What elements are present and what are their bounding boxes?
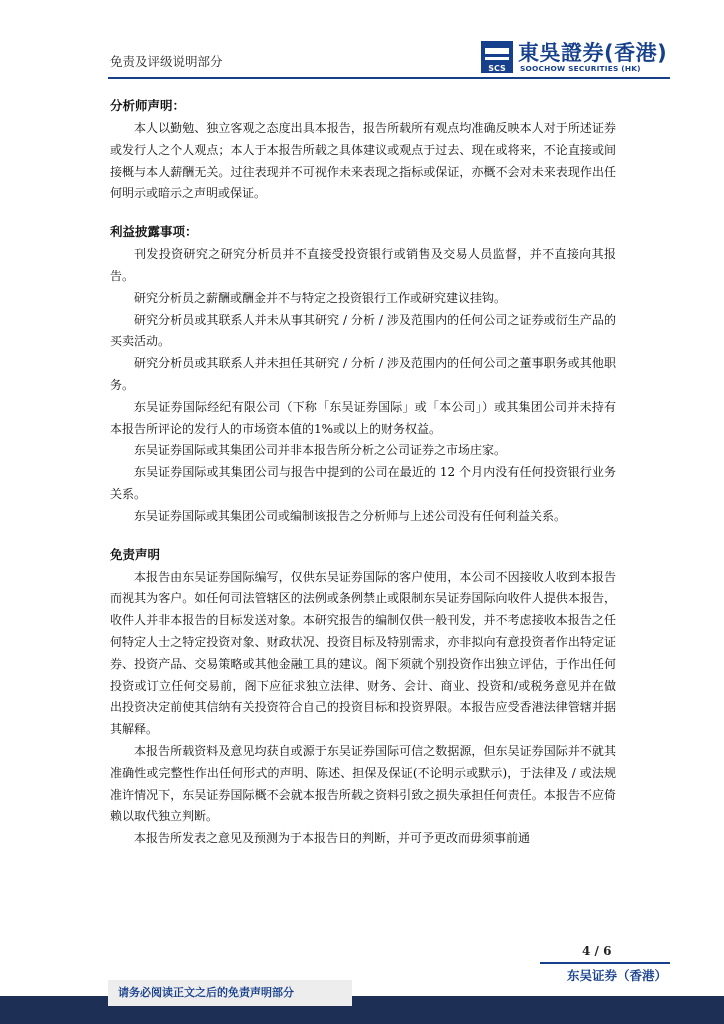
footer-disclaimer-notice: 请务必阅读正文之后的免责声明部分 [108,980,352,1006]
section-interest-disclosure [110,222,616,527]
paragraph: 本报告所载资料及意见均获自或源于东吴证券国际可信之数据源，但东吴证券国际并不就其准确性或完整性作出任何形式的声明、陈述、担保及保证(不论明示或默示)，于法律及 / 或法规准许情况下，东吴证券国际概不会就本报告所载之资料引致之损失承担任何责任。本报告不应倚赖以取代独立判断。 [110,743,616,824]
paragraph: 研究分析员或其联系人并未担任其研究 / 分析 / 涉及范围内的任何公司之董事职务或其他职务。 [110,356,616,392]
paragraph: 研究分析员之薪酬或酬金并不与特定之投资银行工作或研究建议挂钩。 [134,290,507,305]
section-title: 免责声明 [110,546,161,562]
section-title: 分析师声明： [110,98,186,113]
footer-company-name: 东吴证券（香港） [567,968,668,983]
logo-mark-text: SCS [488,64,506,73]
paragraph: 东吴证券国际或其集团公司或编制该报告之分析师与上述公司没有任何利益关系。 [134,508,567,523]
section-analyst-statement [110,96,616,205]
section-disclaimer [110,545,616,850]
header-divider [108,77,670,79]
paragraph: 东吴证券国际或其集团公司与报告中提到的公司在最近的 12 个月内没有任何投资银行业务关系。 [110,465,616,501]
paragraph: 东吴证券国际经纪有限公司（下称「东吴证券国际」或「本公司」）或其集团公司并未持有本报告所评论的发行人的市场资本值的1%或以上的财务权益。 [110,399,616,436]
paragraph: 刊发投资研究之研究分析员并不直接受投资银行或销售及交易人员监督，并不直接向其报告。 [110,247,616,283]
footer-divider [540,962,670,964]
logo-chinese-name: 東吳證券(香港) [518,41,668,65]
page-number: 4 / 6 [582,944,612,958]
logo-english-name: SOOCHOW SECURITIES (HK) [520,64,641,73]
company-logo [480,40,670,78]
paragraph: 研究分析员或其联系人并未从事其研究 / 分析 / 涉及范围内的任何公司之证券或衍生产品的买卖活动。 [110,312,616,349]
section-title: 利益披露事项： [110,224,198,240]
scs-logo-icon [480,40,514,74]
paragraph: 本报告由东吴证券国际编写，仅供东吴证券国际的客户使用，本公司不因接收人收到本报告而视其为客户。如任何司法管辖区的法例或条例禁止或限制东吴证券国际向收件人提供本报告，收件人并非本报告的目标发送对象。本研究报告的编制仅供一般刊发，并不考虑接收本报告之任何特定人士之特定投资对象、财政状况、投资目标及特别需求，亦非拟向有意投资者作出特定证券、投资产品、交易策略或其他金融工具的建议。阁下须就个别投资作出独立评估，于作出任何投资或订立任何交易前，阁下应征求独立法律、财务、会计、商业、投资和/或税务意见并在做出投资决定前使其信纳有关投资符合自己的投资目标和投资界限。本报告应受香港法律管辖并据其解释。 [110,569,616,737]
paragraph: 东吴证券国际或其集团公司并非本报告所分析之公司证券之市场庄家。 [134,443,507,458]
paragraph: 本报告所发表之意见及预测为于本报告日的判断，并可予更改而毋须事前通 [134,831,531,846]
paragraph: 本人以勤勉、独立客观之态度出具本报告，报告所载所有观点均准确反映本人对于所述证券或发行人之个人观点；本人于本报告所载之具体建议或观点于过去、现在或将来，不论直接或间接概与本人薪酬无关。过往表现并不可视作未来表现之指标或保证，亦概不会对未来表现作出任何明示或暗示之声明或保证。 [110,121,616,201]
document-body [110,96,616,867]
page-header-title: 免责及评级说明部分 [110,54,223,69]
